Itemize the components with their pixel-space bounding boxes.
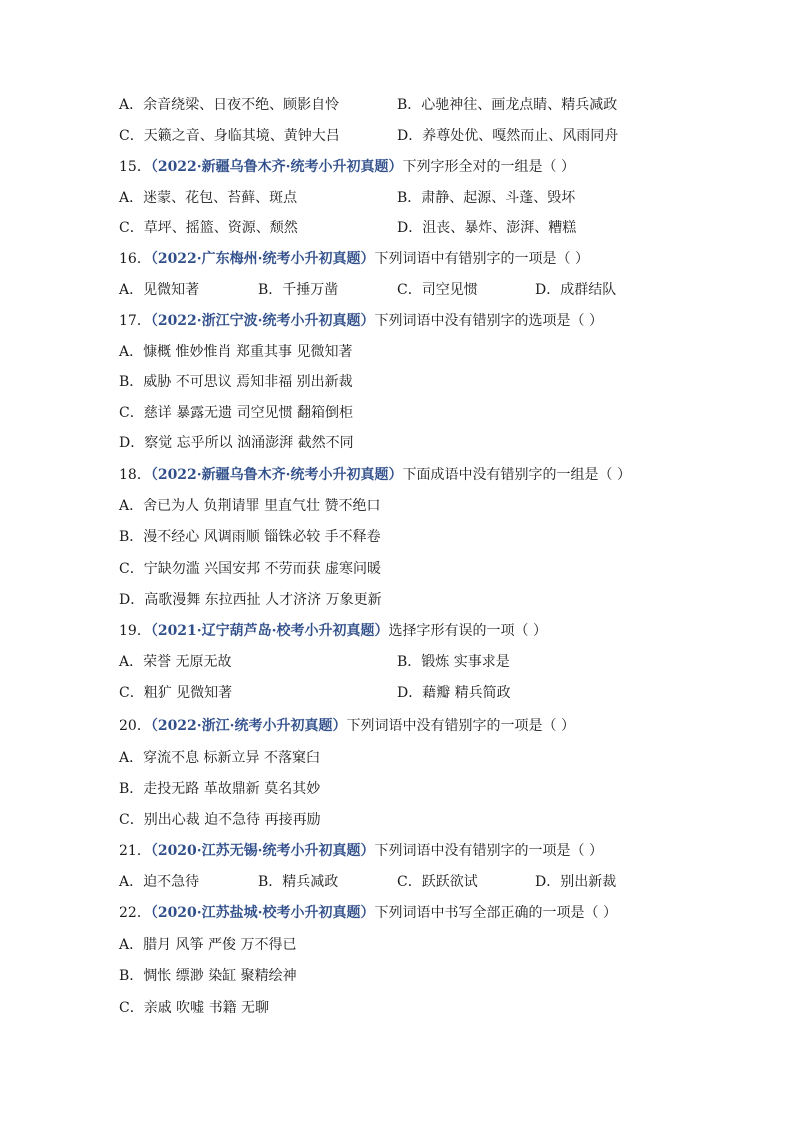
q16-source: （2022·广东梅州·统考小升初真题） — [150, 251, 375, 267]
q19-option-b: B．锻炼 实事求是 — [397, 654, 510, 670]
q15-option-b: B．肃静、起源、斗蓬、毁坏 — [397, 190, 576, 206]
q18-stem — [119, 464, 734, 486]
q15-option-c: C．草坪、摇篮、资源、颓然 — [119, 220, 298, 236]
q20-text: 下列词语中没有错别字的一项是（ ） — [346, 718, 575, 734]
q18-option-c: C．宁缺勿滥 兴国安邦 不劳而获 虚寒问暖 — [119, 561, 382, 577]
q22-text: 下列词语中书写全部正确的一项是（ ） — [374, 905, 617, 921]
q20-option-a: A．穿流不息 标新立异 不落窠臼 — [119, 750, 321, 766]
q17-text: 下列词语中没有错别字的选项是（ ） — [374, 313, 603, 329]
q21-options-row — [119, 871, 734, 893]
q19-number: 19． — [119, 623, 151, 639]
q15-option-d: D．沮丧、暴炸、澎湃、糟糕 — [397, 220, 577, 236]
q16-option-a: A．见微知著 — [119, 282, 200, 298]
q16-text: 下列词语中有错别字的一项是（ ） — [374, 251, 589, 267]
q22-option-b: B．惆怅 缥渺 染缸 聚精绘神 — [119, 968, 297, 984]
q16-option-b: B．千捶万凿 — [258, 282, 339, 298]
q17-source: （2022·浙江宁波·统考小升初真题） — [150, 313, 375, 329]
q20-option-c: C．别出心裁 迫不急待 再接再励 — [119, 812, 321, 828]
q17-option-a: A．慷概 惟妙惟肖 郑重其事 见微知著 — [119, 344, 353, 360]
q15-option-a: A．迷蒙、花包、苔藓、斑点 — [119, 190, 298, 206]
q18-source: （2022·新疆乌鲁木齐·统考小升初真题） — [150, 467, 403, 483]
q14-option-a: A．余音绕梁、日夜不绝、顾影自怜 — [119, 97, 340, 113]
q22-option-a: A．腊月 风筝 严俊 万不得已 — [119, 937, 297, 953]
q16-option-d: D．成群结队 — [535, 282, 617, 298]
q15-source: （2022·新疆乌鲁木齐·统考小升初真题） — [150, 159, 403, 175]
q19-text: 选择字形有误的一项（ ） — [388, 623, 547, 639]
q15-options-row-1 — [119, 187, 734, 209]
q15-number: 15． — [119, 159, 151, 175]
q19-stem — [119, 620, 734, 642]
q14-option-d: D．养尊处优、嘎然而止、风雨同舟 — [397, 128, 619, 144]
q21-option-a: A．迫不急待 — [119, 874, 200, 890]
q18-option-a: A．舍已为人 负荆请罪 里直气壮 赞不绝口 — [119, 498, 381, 514]
q17-stem — [119, 310, 734, 332]
q15-stem — [119, 156, 734, 178]
q19-option-c: C．粗犷 见微知著 — [119, 685, 233, 701]
q21-option-b: B．精兵减政 — [258, 874, 339, 890]
q18-number: 18． — [119, 467, 151, 483]
q18-option-b: B．漫不经心 风调雨顺 锱铢必较 手不释卷 — [119, 529, 381, 545]
q17-number: 17． — [119, 313, 151, 329]
q19-option-a: A．荣誉 无原无故 — [119, 654, 232, 670]
q20-stem — [119, 715, 734, 737]
q16-stem — [119, 248, 734, 270]
q21-number: 21． — [119, 843, 151, 859]
q20-source: （2022·浙江·统考小升初真题） — [150, 718, 347, 734]
q19-options-row-1 — [119, 651, 734, 673]
q17-option-c: C．慈详 暴露无遗 司空见惯 翻箱倒柜 — [119, 405, 354, 421]
q16-option-c: C．司空见惯 — [397, 282, 478, 298]
q21-source: （2020·江苏无锡·统考小升初真题） — [150, 843, 375, 859]
q15-text: 下列字形全对的一组是（ ） — [402, 159, 575, 175]
q21-option-c: C．跃跃欲试 — [397, 874, 478, 890]
q14-options-row-1 — [119, 94, 734, 116]
q21-option-d: D．别出新裁 — [535, 874, 617, 890]
q19-options-row-2 — [119, 682, 734, 704]
q16-options-row — [119, 279, 734, 301]
q18-option-d: D．高歌漫舞 东拉西扯 人才济济 万象更新 — [119, 592, 382, 608]
q17-option-d: D．察觉 忘乎所以 汹涌澎湃 截然不同 — [119, 435, 354, 451]
q22-source: （2020·江苏盐城·校考小升初真题） — [150, 905, 375, 921]
q16-number: 16． — [119, 251, 151, 267]
q22-option-c: C．亲戚 吹嘘 书籍 无聊 — [119, 1000, 270, 1016]
q14-options-row-2 — [119, 125, 734, 147]
q14-option-b: B．心驰神往、画龙点睛、精兵减政 — [397, 97, 618, 113]
q20-option-b: B．走投无路 革故鼎新 莫名其妙 — [119, 781, 321, 797]
q18-text: 下面成语中没有错别字的一组是（ ） — [402, 467, 631, 483]
q21-stem — [119, 840, 734, 862]
q15-options-row-2 — [119, 217, 734, 239]
q19-source: （2021·辽宁葫芦岛·校考小升初真题） — [150, 623, 389, 639]
q19-option-d: D．藉瓣 精兵简政 — [397, 685, 511, 701]
q21-text: 下列词语中没有错别字的一项是（ ） — [374, 843, 603, 859]
q20-number: 20． — [119, 718, 151, 734]
q22-number: 22． — [119, 905, 151, 921]
q14-option-c: C．天籁之音、身临其境、黄钟大吕 — [119, 128, 340, 144]
q17-option-b: B．威胁 不可思议 焉知非福 别出新裁 — [119, 374, 353, 390]
q22-stem — [119, 902, 734, 924]
